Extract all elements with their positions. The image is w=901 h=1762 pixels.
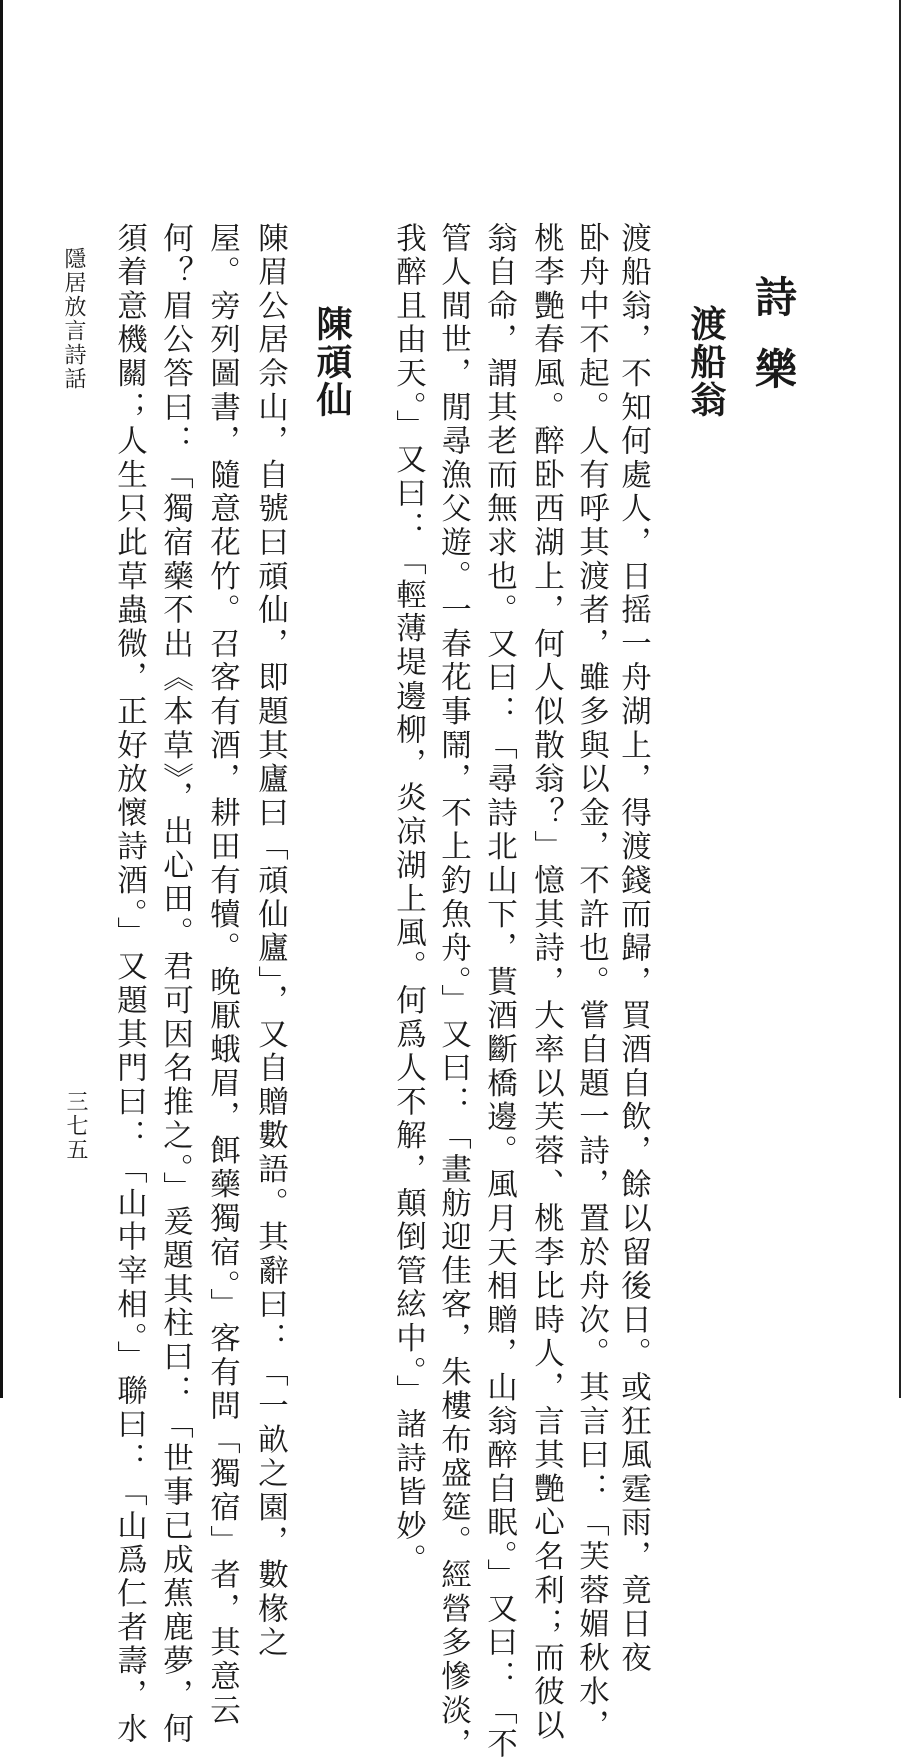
text-column: 桃李艷春風。醉卧西湖上，何人似散翁？」憶其詩，大率以芙蓉、桃李比時人，言其艷心名利；而彼以 — [528, 222, 564, 1743]
page-left-edge — [0, 0, 3, 1398]
text-column: 屋。旁列圖書，隨意花竹。召客有酒，耕田有犢。晚厭蛾眉，餌藥獨宿。」客有問「獨宿」者，其意云 — [204, 222, 240, 1728]
section-heading-ferry-old-man: 渡船翁 — [685, 305, 727, 419]
page-number: 三七五 — [63, 1090, 88, 1162]
text-column: 何？眉公答曰：「獨宿藥不出《本草》，出心田。君可因名推之。」爰題其柱曰：「世事已成蕉鹿夢，何 — [157, 222, 193, 1747]
running-title: 隱居放言詩話 — [61, 247, 86, 391]
section-heading-chen-wanxian: 陳頑仙 — [311, 305, 353, 419]
text-column: 翁自命，謂其老而無求也。又曰：「尋詩北山下，貰酒斷橋邊。風月天相贈，山翁醉自眠。」又曰：「不 — [481, 222, 517, 1762]
text-column: 渡船翁，不知何處人，日摇一舟湖上，得渡錢而歸，買酒自飲，餘以留後日。或狂風霆雨，竟日夜 — [615, 222, 651, 1676]
book-title: 詩樂 — [749, 275, 798, 419]
text-column: 我醉且由天。」又曰：「輕薄堤邊柳，炎凉湖上風。何爲人不解，顛倒管絃中。」諸詩皆妙。 — [390, 222, 426, 1578]
text-column: 卧舟中不起。人有呼其渡者，雖多與以金，不許也。嘗自題一詩，置於舟次。其言曰：「芙蓉媚秋水， — [573, 222, 609, 1743]
text-column: 管人間世，閒尋漁父遊。一春花事鬧，不上釣魚舟。」又曰：「畫舫迎佳客，朱樓布盛筵。經營多慘淡， — [435, 222, 471, 1762]
text-column: 陳眉公居佘山，自號曰頑仙，即題其廬曰「頑仙廬」，又自贈數語。其辭曰：「一畝之園，數椽之 — [252, 222, 288, 1661]
text-column: 須着意機關；人生只此草蟲微，正好放懷詩酒。」又題其門曰：「山中宰相。」聯曰：「山爲仁者壽，水 — [111, 222, 147, 1747]
